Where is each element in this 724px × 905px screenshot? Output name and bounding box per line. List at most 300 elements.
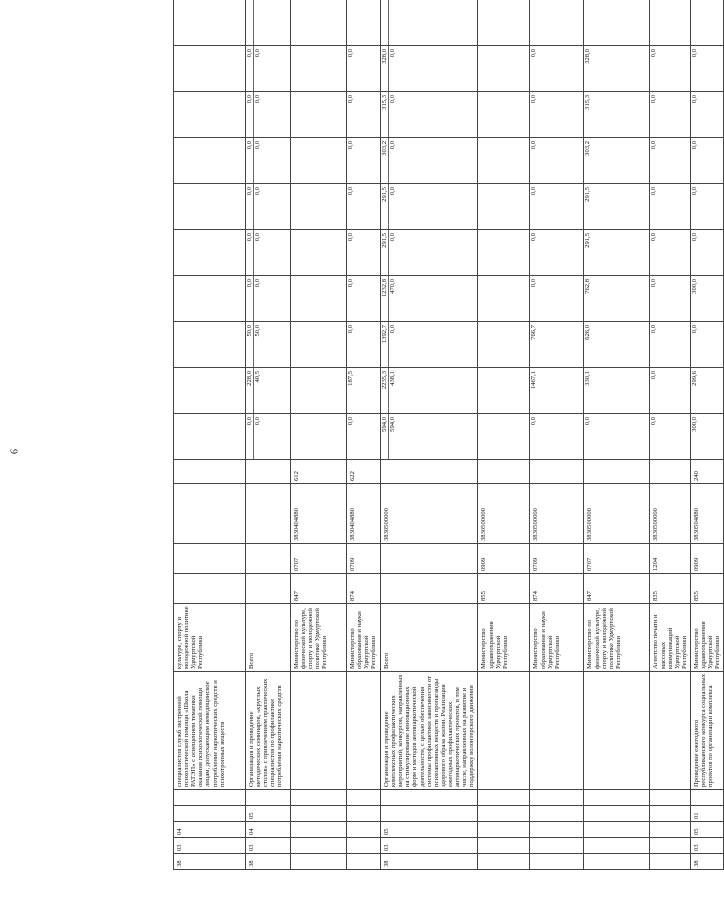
executor-cell: Министерство образования и науки Удмуртской Республики <box>530 604 584 672</box>
funding-value: 0,0 <box>650 417 658 426</box>
funding-value <box>347 0 354 45</box>
vr-cell <box>584 460 650 484</box>
event-name-cell <box>584 672 650 790</box>
funding-cell <box>381 414 478 460</box>
executor-cell: Всего <box>381 604 478 672</box>
funding-cell <box>650 322 691 368</box>
code-cell <box>650 838 691 854</box>
vr-cell <box>478 460 530 484</box>
funding-cell <box>381 322 478 368</box>
funding-cell <box>291 0 347 46</box>
funding-value: 0,0 <box>246 184 254 229</box>
funding-cell <box>530 414 584 460</box>
funding-cell <box>650 0 691 46</box>
funding-cell <box>381 0 478 46</box>
funding-value: 0,0 <box>246 138 254 183</box>
funding-value: 0,0 <box>650 141 658 150</box>
table-row <box>584 0 650 870</box>
funding-cell <box>174 414 246 460</box>
funding-value: 291,5 <box>584 187 592 202</box>
funding-value <box>246 0 254 45</box>
funding-cell <box>584 230 650 276</box>
cs-cell: 3830504880 <box>690 484 723 544</box>
funding-value: 0,0 <box>246 230 254 275</box>
funding-value: 0,0 <box>650 325 658 334</box>
funding-cell <box>291 138 347 184</box>
funding-cell <box>291 46 347 92</box>
funding-cell <box>478 368 530 414</box>
code-cell: 03 <box>381 838 478 854</box>
table-row <box>347 0 381 870</box>
code-cell <box>291 790 347 806</box>
funding-cell <box>174 276 246 322</box>
funding-cell <box>246 276 291 322</box>
vr-cell: 240 <box>690 460 723 484</box>
grbs-cell: 847 <box>291 574 347 604</box>
code-cell <box>291 822 347 838</box>
funding-value: 0,0 <box>254 187 262 196</box>
funding-value: 0,0 <box>347 49 354 58</box>
funding-value: 0,0 <box>650 279 658 288</box>
grbs-cell: 855 <box>478 574 530 604</box>
code-cell <box>650 790 691 806</box>
funding-cell <box>478 230 530 276</box>
funding-value: 0,0 <box>650 233 658 242</box>
funding-cell <box>246 138 291 184</box>
rz-pr-cell: 0909 <box>478 544 530 574</box>
funding-cell <box>291 230 347 276</box>
code-cell <box>478 806 530 822</box>
funding-value: 762,8 <box>584 279 592 294</box>
funding-value: 0,0 <box>530 417 538 426</box>
code-cell: 04 <box>246 822 291 838</box>
funding-value <box>650 0 657 45</box>
funding-cell <box>650 138 691 184</box>
funding-value: 438,1 <box>389 371 397 386</box>
cs-cell <box>246 484 291 544</box>
funding-value: 0,0 <box>254 279 262 288</box>
code-cell: 03 <box>246 838 291 854</box>
funding-cell <box>246 368 291 414</box>
funding-value <box>174 276 181 321</box>
funding-cell <box>690 0 723 46</box>
grbs-cell: 835 <box>650 574 691 604</box>
code-cell: 38 <box>690 854 723 870</box>
funding-value: 291,5 <box>381 184 389 229</box>
code-cell: 04 <box>174 822 246 838</box>
vr-cell: 622 <box>347 460 381 484</box>
funding-value: 0,0 <box>254 233 262 242</box>
funding-cell <box>246 0 291 46</box>
funding-cell <box>584 138 650 184</box>
vr-cell <box>381 460 478 484</box>
funding-value <box>389 0 396 45</box>
funding-cell <box>246 322 291 368</box>
funding-cell <box>478 276 530 322</box>
funding-value: 0,0 <box>690 49 698 58</box>
funding-cell <box>347 414 381 460</box>
funding-cell <box>650 92 691 138</box>
funding-value: 0,0 <box>389 141 397 150</box>
funding-value: 299,6 <box>690 371 698 386</box>
funding-value <box>478 138 485 183</box>
funding-cell <box>690 414 723 460</box>
code-cell <box>650 806 691 822</box>
funding-value <box>478 230 485 275</box>
funding-value: 0,0 <box>584 417 592 426</box>
event-name-cell <box>530 672 584 790</box>
funding-cell <box>381 92 478 138</box>
grbs-cell: 874 <box>347 574 381 604</box>
cs-cell: 3830500000 <box>478 484 530 544</box>
funding-cell <box>690 138 723 184</box>
funding-cell <box>174 92 246 138</box>
funding-value <box>478 414 485 459</box>
event-name-cell: Организация и проведение комплексных профилактических мероприятий, конкурсов, направленных на стимулирование инновационных форм и методов антинаркотической деятельности, с целью обеспечения системы профилактики зависимости от психоактивных веществ и пропаганды здорового образа жизни. Реализация ежегодных профилактических антинаркотических проектов, в том числе, направленных на развитие и поддержку волонтерского движения <box>381 672 478 790</box>
code-cell <box>381 806 478 822</box>
funding-value: 0,0 <box>254 95 262 104</box>
funding-cell <box>478 46 530 92</box>
code-cell: 01 <box>690 806 723 822</box>
funding-value <box>174 138 181 183</box>
funding-cell <box>347 138 381 184</box>
code-cell: 03 <box>174 838 246 854</box>
executor-cell: Агентство печати и массовых коммуникаций Удмуртской Республики <box>650 604 691 672</box>
funding-value: 0,0 <box>650 49 658 58</box>
funding-cell <box>291 276 347 322</box>
funding-cell <box>690 92 723 138</box>
code-cell <box>381 790 478 806</box>
code-cell: 03 <box>690 838 723 854</box>
code-cell <box>174 806 246 822</box>
grbs-cell: 847 <box>584 574 650 604</box>
funding-cell <box>174 322 246 368</box>
funding-value: 315,3 <box>584 95 592 110</box>
funding-value: 0,0 <box>246 46 254 91</box>
code-cell: 05 <box>246 806 291 822</box>
funding-value <box>174 184 181 229</box>
grbs-cell <box>174 574 246 604</box>
code-cell <box>584 790 650 806</box>
code-cell <box>347 854 381 870</box>
funding-value: 0,0 <box>246 276 254 321</box>
funding-value: 0,0 <box>347 187 354 196</box>
funding-cell <box>530 322 584 368</box>
funding-value: 0,0 <box>246 414 254 459</box>
funding-value: 187,5 <box>347 371 354 386</box>
code-cell <box>584 822 650 838</box>
code-cell: 05 <box>381 822 478 838</box>
funding-cell <box>530 0 584 46</box>
funding-cell <box>690 46 723 92</box>
funding-value <box>291 276 298 321</box>
funding-value: 0,0 <box>530 95 538 104</box>
funding-value: 594,0 <box>389 417 397 432</box>
table-row <box>381 0 478 870</box>
executor-cell: Всего <box>246 604 291 672</box>
funding-cell <box>381 46 478 92</box>
code-cell <box>291 854 347 870</box>
funding-cell <box>530 230 584 276</box>
funding-value <box>174 368 181 413</box>
funding-value: 291,5 <box>584 233 592 248</box>
funding-cell <box>347 230 381 276</box>
funding-cell <box>478 138 530 184</box>
funding-value: 0,0 <box>530 279 538 288</box>
code-cell <box>478 854 530 870</box>
funding-value: 303,2 <box>381 138 389 183</box>
funding-cell <box>246 414 291 460</box>
funding-value: 766,7 <box>530 325 538 340</box>
event-name-cell <box>347 672 381 790</box>
executor-cell: Министерство по физической культуре, спорту и молодежной политике Удмуртской Республики <box>291 604 347 672</box>
funding-value: 330,1 <box>584 371 592 386</box>
code-cell <box>291 806 347 822</box>
code-cell <box>530 838 584 854</box>
funding-cell <box>246 230 291 276</box>
funding-value <box>174 46 181 91</box>
funding-cell <box>291 184 347 230</box>
funding-cell <box>584 368 650 414</box>
code-cell: 38 <box>381 854 478 870</box>
funding-value <box>174 92 181 137</box>
executor-cell: Министерство здравоохранения Удмуртской Республики <box>690 604 723 672</box>
funding-value: 228,0 <box>246 368 254 413</box>
funding-value: 300,0 <box>690 417 698 432</box>
funding-value: 300,0 <box>690 279 698 294</box>
funding-value: 0,0 <box>389 49 397 58</box>
rz-pr-cell: 0707 <box>291 544 347 574</box>
funding-value <box>478 368 485 413</box>
code-cell <box>478 838 530 854</box>
funding-value <box>691 0 698 45</box>
vr-cell: 612 <box>291 460 347 484</box>
code-cell <box>530 854 584 870</box>
funding-cell <box>478 322 530 368</box>
funding-value <box>291 230 298 275</box>
funding-value: 50,0 <box>254 325 262 337</box>
executor-cell: Министерство здравоохранения Удмуртской Республики <box>478 604 530 672</box>
code-cell <box>478 822 530 838</box>
funding-cell <box>650 184 691 230</box>
funding-value <box>291 138 298 183</box>
code-cell <box>347 806 381 822</box>
event-name-cell <box>478 672 530 790</box>
funding-cell <box>174 184 246 230</box>
table-row <box>246 0 291 870</box>
code-cell <box>650 822 691 838</box>
funding-cell <box>584 322 650 368</box>
funding-cell <box>650 230 691 276</box>
funding-value: 0,0 <box>650 371 658 380</box>
funding-cell <box>650 368 691 414</box>
cs-cell: 3830404880 <box>291 484 347 544</box>
funding-value <box>530 0 537 45</box>
funding-cell <box>530 184 584 230</box>
table-row <box>650 0 691 870</box>
funding-value <box>291 368 298 413</box>
funding-cell <box>690 230 723 276</box>
funding-cell <box>174 138 246 184</box>
funding-cell <box>584 0 650 46</box>
funding-value: 626,0 <box>584 325 592 340</box>
funding-cell <box>650 414 691 460</box>
funding-cell <box>381 368 478 414</box>
cs-cell: 3830500000 <box>650 484 691 544</box>
cs-cell <box>174 484 246 544</box>
funding-cell <box>530 138 584 184</box>
funding-value: 0,0 <box>347 325 354 334</box>
funding-value: 0,0 <box>690 95 698 104</box>
funding-cell <box>246 92 291 138</box>
funding-cell <box>530 276 584 322</box>
funding-cell <box>174 0 246 46</box>
code-cell <box>584 838 650 854</box>
funding-value <box>291 0 298 45</box>
rz-pr-cell: 0709 <box>530 544 584 574</box>
funding-value: 0,0 <box>347 417 354 426</box>
rz-pr-cell <box>174 544 246 574</box>
funding-cell <box>690 368 723 414</box>
funding-cell <box>690 184 723 230</box>
funding-value: 1467,1 <box>530 371 538 390</box>
rz-pr-cell: 0707 <box>584 544 650 574</box>
funding-cell <box>291 322 347 368</box>
funding-value <box>174 322 181 367</box>
event-name-cell: специалистов служб экстренной психологической помощи «Школа РАТЭП» с освещением тематики оказания психологической помощи лицам, допускающим немедицинское потребление наркотических средств и психотропных веществ <box>174 672 246 790</box>
funding-cell <box>246 184 291 230</box>
grbs-cell <box>381 574 478 604</box>
funding-value <box>478 46 485 91</box>
executor-cell: Министерство образования и науки Удмуртской Республики <box>347 604 381 672</box>
funding-cell <box>347 184 381 230</box>
funding-cell <box>478 92 530 138</box>
funding-value <box>174 230 181 275</box>
funding-value: 0,0 <box>246 92 254 137</box>
funding-cell <box>381 230 478 276</box>
funding-value <box>174 414 181 459</box>
funding-value <box>254 0 261 45</box>
budget-table <box>173 0 724 870</box>
funding-value: 0,0 <box>690 187 698 196</box>
funding-value: 0,0 <box>347 233 354 242</box>
grbs-cell: 855 <box>690 574 723 604</box>
funding-value: 40,5 <box>254 371 262 383</box>
code-cell <box>650 854 691 870</box>
code-cell <box>690 790 723 806</box>
funding-cell <box>291 92 347 138</box>
funding-value <box>478 0 485 45</box>
funding-cell <box>584 46 650 92</box>
funding-value: 2235,3 <box>381 368 389 413</box>
code-cell <box>530 790 584 806</box>
funding-value: 315,3 <box>381 92 389 137</box>
funding-value: 0,0 <box>530 49 538 58</box>
funding-value: 0,0 <box>389 95 397 104</box>
funding-value <box>291 414 298 459</box>
funding-value <box>174 0 181 45</box>
rz-pr-cell: 1204 <box>650 544 691 574</box>
funding-value <box>584 0 591 45</box>
rz-pr-cell <box>246 544 291 574</box>
funding-value: 0,0 <box>530 141 538 150</box>
funding-value: 0,0 <box>690 233 698 242</box>
funding-cell <box>690 322 723 368</box>
event-name-cell: Проведение ежегодного республиканского конкурса социальных проектов по организации комплекса <box>690 672 723 790</box>
code-cell <box>530 806 584 822</box>
code-cell <box>347 822 381 838</box>
funding-cell <box>584 92 650 138</box>
code-cell <box>246 790 291 806</box>
code-cell <box>291 838 347 854</box>
cs-cell: 3830404880 <box>347 484 381 544</box>
cs-cell: 3830500000 <box>381 484 478 544</box>
funding-cell <box>690 276 723 322</box>
funding-value: 0,0 <box>650 187 658 196</box>
funding-value: 0,0 <box>254 141 262 150</box>
table-row <box>690 0 723 870</box>
funding-value <box>478 92 485 137</box>
code-cell <box>347 838 381 854</box>
funding-value: 0,0 <box>254 417 262 426</box>
funding-value <box>381 0 389 45</box>
funding-value: 0,0 <box>690 141 698 150</box>
funding-value <box>291 322 298 367</box>
code-cell <box>174 790 246 806</box>
funding-value <box>291 184 298 229</box>
funding-value: 328,0 <box>381 46 389 91</box>
funding-value: 303,2 <box>584 141 592 156</box>
funding-cell <box>584 414 650 460</box>
cs-cell: 3830500000 <box>584 484 650 544</box>
funding-value: 0,0 <box>347 95 354 104</box>
funding-cell <box>478 414 530 460</box>
funding-value <box>478 276 485 321</box>
executor-cell: культуре, спорту и молодежной политике Удмуртской Республики <box>174 604 246 672</box>
funding-value: 50,0 <box>246 322 254 367</box>
code-cell <box>530 822 584 838</box>
code-cell: 05 <box>690 822 723 838</box>
funding-cell <box>347 92 381 138</box>
funding-cell <box>347 322 381 368</box>
funding-cell <box>347 46 381 92</box>
funding-value: 328,0 <box>584 49 592 64</box>
funding-value <box>478 322 485 367</box>
funding-cell <box>530 92 584 138</box>
funding-cell <box>530 46 584 92</box>
funding-cell <box>347 0 381 46</box>
grbs-cell <box>246 574 291 604</box>
rotated-table-page <box>173 0 722 870</box>
funding-cell <box>478 0 530 46</box>
table-row <box>291 0 347 870</box>
event-name-cell <box>650 672 691 790</box>
event-name-cell <box>291 672 347 790</box>
funding-cell <box>291 414 347 460</box>
funding-value: 470,0 <box>389 279 397 294</box>
funding-cell <box>584 184 650 230</box>
executor-cell: Министерство по физической культуре, спорту и молодежной политике Удмуртской Республики <box>584 604 650 672</box>
funding-cell <box>381 138 478 184</box>
event-name-cell: Организация и проведение методических семинаров, «круглых столов» с привлечением практических специалистов по профилактике потребления наркотических средств <box>246 672 291 790</box>
funding-value <box>291 46 298 91</box>
funding-cell <box>174 368 246 414</box>
code-cell <box>584 806 650 822</box>
funding-value: 0,0 <box>347 279 354 288</box>
code-cell: 38 <box>174 854 246 870</box>
funding-value: 0,0 <box>389 233 397 242</box>
funding-value <box>478 184 485 229</box>
